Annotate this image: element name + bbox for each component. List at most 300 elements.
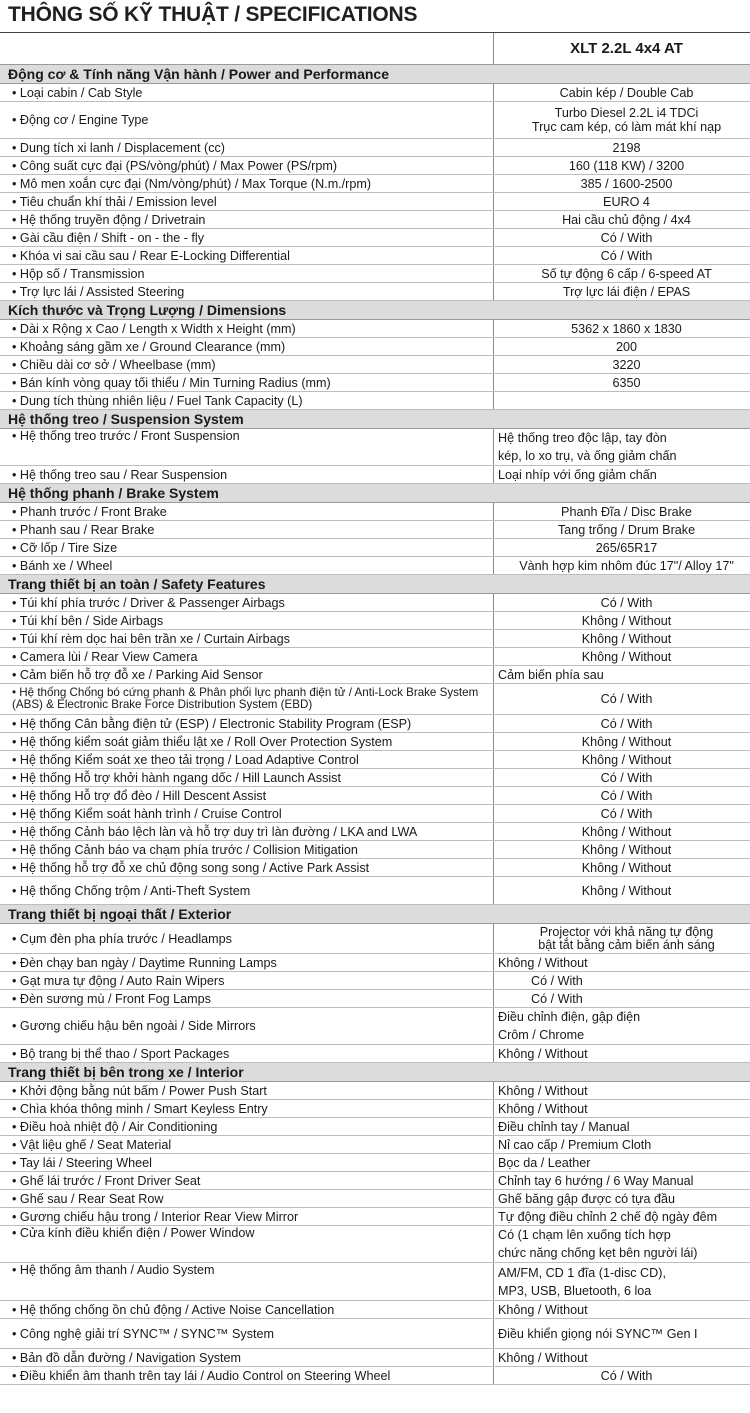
- section-title: Động cơ & Tính năng Vận hành / Power and Performance: [0, 65, 750, 84]
- spec-value: [494, 666, 750, 684]
- section-title: Trang thiết bị an toàn / Safety Features: [0, 575, 750, 594]
- spec-label: [0, 503, 494, 521]
- spec-label-text: • Camera lùi / Rear View Camera: [12, 650, 197, 664]
- spec-label-text: • Hệ thống Chống trộm / Anti-Theft System: [12, 884, 250, 898]
- spec-label-text: • Hệ thống Chống bó cứng phanh & Phân phối lực phanh điện tử / Anti-Lock Brake System (ABS) & Electronic Brake Force Distribution System (EBD): [12, 686, 478, 711]
- spec-row: [0, 429, 750, 466]
- spec-value-line: Cảm biến phía sau: [498, 667, 604, 682]
- spec-label: [0, 666, 494, 684]
- spec-value-line: 6350: [612, 375, 641, 390]
- section-header: [0, 301, 750, 320]
- spec-label: [0, 1367, 494, 1385]
- specifications-table: [0, 32, 750, 1385]
- spec-label-text: • Gạt mưa tự động / Auto Rain Wipers: [12, 974, 224, 988]
- spec-label: [0, 859, 494, 877]
- spec-value-line: Có / With: [600, 806, 653, 821]
- spec-value: [494, 1301, 750, 1319]
- spec-label: [0, 338, 494, 356]
- spec-label-text: • Chiều dài cơ sở / Wheelbase (mm): [12, 358, 216, 372]
- spec-value-line: 265/65R17: [595, 540, 658, 555]
- spec-value-line: MP3, USB, Bluetooth, 6 loa: [498, 1283, 652, 1298]
- spec-value: [494, 715, 750, 733]
- spec-label: [0, 1136, 494, 1154]
- section-header: [0, 410, 750, 429]
- spec-row: [0, 320, 750, 338]
- spec-row: [0, 1082, 750, 1100]
- header-empty-cell: [0, 33, 494, 65]
- spec-value-line: bật tắt bằng cảm biến ánh sáng: [538, 937, 715, 952]
- spec-label-text: • Hệ thống Hỗ trợ đổ đèo / Hill Descent Assist: [12, 789, 266, 803]
- spec-label: [0, 1301, 494, 1319]
- spec-label-text: • Tiêu chuẩn khí thải / Emission level: [12, 195, 217, 209]
- spec-value-line: Có / With: [600, 1368, 653, 1383]
- spec-value-line: Không / Without: [581, 613, 672, 628]
- spec-label-text: • Phanh trước / Front Brake: [12, 505, 167, 519]
- spec-value-line: Có (1 chạm lên xuống tích hợp: [498, 1228, 671, 1242]
- spec-value: [494, 924, 750, 954]
- spec-row: [0, 521, 750, 539]
- spec-row: [0, 924, 750, 954]
- spec-label: [0, 612, 494, 630]
- spec-label-text: • Gương chiếu hậu bên ngoài / Side Mirrors: [12, 1019, 256, 1033]
- spec-row: [0, 751, 750, 769]
- spec-label: [0, 84, 494, 102]
- spec-label-text: • Cỡ lốp / Tire Size: [12, 541, 117, 555]
- spec-label: [0, 1008, 494, 1045]
- spec-label-text: • Hệ thống kiểm soát giảm thiểu lật xe / Roll Over Protection System: [12, 735, 392, 749]
- spec-label-text: • Bản đồ dẫn đường / Navigation System: [12, 1351, 241, 1365]
- spec-row: [0, 1319, 750, 1349]
- spec-label: [0, 769, 494, 787]
- spec-value: [494, 612, 750, 630]
- spec-row: [0, 338, 750, 356]
- table-header-row: [0, 33, 750, 65]
- spec-label-text: • Bộ trang bị thể thao / Sport Packages: [12, 1047, 229, 1061]
- spec-row: [0, 139, 750, 157]
- spec-label-text: • Bánh xe / Wheel: [12, 559, 112, 573]
- spec-row: [0, 1226, 750, 1263]
- spec-label-text: • Khởi động bằng nút bấm / Power Push Start: [12, 1084, 267, 1098]
- spec-label: [0, 157, 494, 175]
- spec-label-text: • Công suất cực đại (PS/vòng/phút) / Max Power (PS/rpm): [12, 159, 337, 173]
- spec-value: [494, 859, 750, 877]
- spec-label: [0, 1208, 494, 1226]
- spec-value-line: Nỉ cao cấp / Premium Cloth: [498, 1137, 652, 1152]
- spec-value: [494, 429, 750, 466]
- spec-value: [494, 1367, 750, 1385]
- spec-label-text: • Khoảng sáng gầm xe / Ground Clearance (mm): [12, 340, 285, 354]
- spec-label-text: • Túi khí phía trước / Driver & Passenger Airbags: [12, 596, 285, 610]
- spec-value-line: AM/FM, CD 1 đĩa (1-disc CD),: [498, 1265, 666, 1280]
- spec-label-text: • Hệ thống treo sau / Rear Suspension: [12, 468, 227, 482]
- spec-value-line: Không / Without: [498, 1083, 588, 1098]
- spec-label: [0, 193, 494, 211]
- spec-value: [494, 1008, 750, 1045]
- spec-value-line: Điều chỉnh điện, gập điện: [498, 1010, 641, 1024]
- spec-row: [0, 356, 750, 374]
- spec-value-line: Phanh Đĩa / Disc Brake: [561, 504, 692, 519]
- spec-row: [0, 157, 750, 175]
- spec-label-text: • Cảm biến hỗ trợ đỗ xe / Parking Aid Sensor: [12, 668, 263, 682]
- spec-row: [0, 102, 750, 139]
- spec-value: [494, 751, 750, 769]
- spec-value-line: Không / Without: [581, 824, 672, 839]
- spec-row: [0, 612, 750, 630]
- spec-value-line: 2198: [612, 140, 641, 155]
- spec-value: [494, 265, 750, 283]
- spec-row: [0, 392, 750, 410]
- spec-value: [494, 229, 750, 247]
- spec-row: [0, 954, 750, 972]
- spec-value: [494, 1208, 750, 1226]
- spec-value: [494, 877, 750, 905]
- spec-value-line: Có / With: [600, 716, 653, 731]
- spec-row: [0, 1008, 750, 1045]
- spec-row: [0, 769, 750, 787]
- spec-row: [0, 557, 750, 575]
- spec-row: [0, 841, 750, 859]
- spec-value: [494, 841, 750, 859]
- spec-label: [0, 175, 494, 193]
- spec-row: [0, 805, 750, 823]
- spec-label-text: • Điều khiển âm thanh trên tay lái / Audio Control on Steering Wheel: [12, 1369, 390, 1383]
- spec-label: [0, 521, 494, 539]
- spec-value-line: Có / With: [531, 973, 583, 988]
- spec-value: [494, 805, 750, 823]
- spec-value: [494, 1226, 750, 1263]
- spec-value-line: Hai cầu chủ động / 4x4: [562, 212, 691, 227]
- spec-label-text: • Hộp số / Transmission: [12, 267, 145, 281]
- spec-label-text: • Chìa khóa thông minh / Smart Keyless Entry: [12, 1102, 268, 1116]
- spec-label: [0, 924, 494, 954]
- spec-value-line: Crôm / Chrome: [498, 1028, 585, 1042]
- spec-value-line: Loại nhíp với ống giảm chấn: [498, 467, 657, 482]
- spec-label: [0, 787, 494, 805]
- spec-value-line: Projector với khả năng tự động: [539, 924, 714, 939]
- spec-row: [0, 374, 750, 392]
- spec-label-text: • Hệ thống truyền động / Drivetrain: [12, 213, 205, 227]
- spec-value: [494, 787, 750, 805]
- spec-row: [0, 175, 750, 193]
- spec-label: [0, 139, 494, 157]
- spec-label-text: • Gương chiếu hậu trong / Interior Rear View Mirror: [12, 1210, 298, 1224]
- spec-label: [0, 1082, 494, 1100]
- spec-row: [0, 265, 750, 283]
- spec-value-line: Bọc da / Leather: [498, 1155, 591, 1170]
- spec-value-line: Không / Without: [581, 842, 672, 857]
- spec-row: [0, 859, 750, 877]
- spec-value: [494, 972, 750, 990]
- spec-value: [494, 503, 750, 521]
- spec-row: [0, 1136, 750, 1154]
- spec-value-line: Hệ thống treo độc lập, tay đòn: [498, 431, 667, 445]
- spec-value-line: 160 (118 KW) / 3200: [568, 158, 685, 173]
- spec-row: [0, 1154, 750, 1172]
- spec-label-text: • Mô men xoắn cực đại (Nm/vòng/phút) / Max Torque (N.m./rpm): [12, 177, 371, 191]
- spec-value-line: Chỉnh tay 6 hướng / 6 Way Manual: [498, 1173, 694, 1188]
- spec-row: [0, 229, 750, 247]
- spec-row: [0, 990, 750, 1008]
- spec-row: [0, 972, 750, 990]
- spec-label-text: • Hệ thống âm thanh / Audio System: [12, 1263, 215, 1277]
- spec-value: [494, 374, 750, 392]
- spec-label-text: • Đèn chạy ban ngày / Daytime Running Lamps: [12, 956, 277, 970]
- spec-label: [0, 1100, 494, 1118]
- spec-label: [0, 265, 494, 283]
- spec-value: [494, 338, 750, 356]
- spec-label: [0, 429, 494, 466]
- spec-row: [0, 1100, 750, 1118]
- spec-row: [0, 877, 750, 905]
- spec-label: [0, 751, 494, 769]
- spec-value-line: Có / With: [600, 770, 653, 785]
- spec-row: [0, 684, 750, 715]
- spec-row: [0, 1263, 750, 1301]
- spec-row: [0, 539, 750, 557]
- spec-row: [0, 594, 750, 612]
- spec-label-text: • Phanh sau / Rear Brake: [12, 523, 154, 537]
- spec-value: [494, 1082, 750, 1100]
- spec-row: [0, 193, 750, 211]
- spec-value: [494, 1190, 750, 1208]
- spec-label: [0, 630, 494, 648]
- spec-label-text: • Ghế sau / Rear Seat Row: [12, 1192, 163, 1206]
- model-header: XLT 2.2L 4x4 AT: [494, 33, 750, 65]
- spec-row: [0, 1367, 750, 1385]
- spec-value: [494, 102, 750, 139]
- spec-value: [494, 392, 750, 410]
- spec-row: [0, 1118, 750, 1136]
- spec-value: [494, 175, 750, 193]
- spec-label: [0, 841, 494, 859]
- spec-value-line: 5362 x 1860 x 1830: [571, 321, 682, 336]
- spec-value: [494, 769, 750, 787]
- spec-value: [494, 1118, 750, 1136]
- spec-value: [494, 990, 750, 1008]
- spec-row: [0, 211, 750, 229]
- spec-label: [0, 374, 494, 392]
- spec-value: [494, 139, 750, 157]
- spec-value-line: Không / Without: [498, 1101, 588, 1116]
- spec-label: [0, 877, 494, 905]
- spec-value-line: Không / Without: [498, 1046, 588, 1061]
- spec-row: [0, 787, 750, 805]
- spec-label: [0, 648, 494, 666]
- spec-label-text: • Đèn sương mù / Front Fog Lamps: [12, 992, 211, 1006]
- spec-label-text: • Loại cabin / Cab Style: [12, 86, 142, 100]
- spec-value: [494, 630, 750, 648]
- spec-label: [0, 684, 494, 715]
- spec-label-text: • Hệ thống treo trước / Front Suspension: [12, 429, 240, 443]
- section-title: Kích thước và Trọng Lượng / Dimensions: [0, 301, 750, 320]
- spec-value: [494, 466, 750, 484]
- spec-value: [494, 157, 750, 175]
- spec-label-text: • Túi khí bên / Side Airbags: [12, 614, 163, 628]
- spec-value-line: Số tự động 6 cấp / 6-speed AT: [541, 266, 712, 281]
- spec-label-text: • Cửa kính điều khiển điện / Power Window: [12, 1226, 254, 1240]
- spec-value: [494, 1154, 750, 1172]
- spec-value: [494, 247, 750, 265]
- section-title: Trang thiết bị ngoại thất / Exterior: [0, 905, 750, 924]
- spec-row: [0, 1208, 750, 1226]
- spec-label-text: • Túi khí rèm dọc hai bên trần xe / Curtain Airbags: [12, 632, 290, 646]
- spec-label-text: • Hệ thống hỗ trợ đỗ xe chủ động song song / Active Park Assist: [12, 861, 369, 875]
- spec-label-text: • Động cơ / Engine Type: [12, 113, 148, 127]
- spec-label: [0, 823, 494, 841]
- spec-row: [0, 823, 750, 841]
- spec-value-line: 3220: [612, 357, 641, 372]
- spec-value-line: Không / Without: [581, 649, 672, 664]
- spec-value-line: Có / With: [600, 248, 653, 263]
- spec-value: [494, 521, 750, 539]
- spec-label: [0, 805, 494, 823]
- spec-value-line: Có / With: [600, 595, 653, 610]
- spec-row: [0, 283, 750, 301]
- spec-value: [494, 733, 750, 751]
- spec-label: [0, 594, 494, 612]
- spec-label: [0, 283, 494, 301]
- spec-label: [0, 733, 494, 751]
- spec-label: [0, 1045, 494, 1063]
- spec-value-line: Không / Without: [581, 631, 672, 646]
- spec-label: [0, 972, 494, 990]
- page-title: THÔNG SỐ KỸ THUẬT / SPECIFICATIONS: [8, 3, 418, 26]
- spec-label-text: • Cụm đèn pha phía trước / Headlamps: [12, 932, 232, 946]
- spec-value-line: Tự động điều chỉnh 2 chế độ ngày đêm: [498, 1209, 718, 1224]
- spec-label: [0, 990, 494, 1008]
- spec-value: [494, 84, 750, 102]
- spec-label: [0, 320, 494, 338]
- spec-label: [0, 1263, 494, 1301]
- spec-label-text: • Hệ thống Cảnh báo lệch làn và hỗ trợ duy trì làn đường / LKA and LWA: [12, 825, 417, 839]
- spec-row: [0, 503, 750, 521]
- spec-value: [494, 594, 750, 612]
- spec-label-text: • Hệ thống chống ồn chủ động / Active Noise Cancellation: [12, 1303, 334, 1317]
- spec-value-line: Không / Without: [498, 955, 588, 970]
- spec-label-text: • Vật liệu ghế / Seat Material: [12, 1138, 171, 1152]
- spec-value-line: Tang trống / Drum Brake: [557, 522, 696, 537]
- spec-value: [494, 1319, 750, 1349]
- spec-value-line: 200: [615, 339, 637, 354]
- spec-label-text: • Khóa vi sai cầu sau / Rear E-Locking Differential: [12, 249, 290, 263]
- spec-value-line: Vành hợp kim nhôm đúc 17"/ Alloy 17": [519, 558, 734, 573]
- spec-label: [0, 229, 494, 247]
- spec-row: [0, 630, 750, 648]
- spec-value-line: Trợ lực lái điện / EPAS: [562, 284, 691, 299]
- spec-label-text: • Hệ thống Cân bằng điện tử (ESP) / Electronic Stability Program (ESP): [12, 717, 411, 731]
- spec-label: [0, 539, 494, 557]
- spec-value-line: Ghế băng gập được có tựa đầu: [498, 1191, 676, 1206]
- section-header: [0, 484, 750, 503]
- spec-value: [494, 648, 750, 666]
- spec-label-text: • Hệ thống Kiểm soát hành trình / Cruise Control: [12, 807, 282, 821]
- spec-value: [494, 1172, 750, 1190]
- spec-value-line: EURO 4: [603, 194, 650, 209]
- spec-label: [0, 247, 494, 265]
- spec-row: [0, 1172, 750, 1190]
- spec-value: [494, 193, 750, 211]
- spec-value: [494, 684, 750, 715]
- spec-label-text: • Hệ thống Kiểm soát xe theo tải trọng / Load Adaptive Control: [12, 753, 359, 767]
- spec-label-text: • Dung tích thùng nhiên liệu / Fuel Tank Capacity (L): [12, 394, 303, 408]
- spec-label: [0, 1172, 494, 1190]
- spec-label-text: • Ghế lái trước / Front Driver Seat: [12, 1174, 200, 1188]
- spec-value-line: kép, lo xo trụ, và ống giảm chấn: [498, 449, 677, 463]
- spec-label-text: • Dài x Rộng x Cao / Length x Width x Height (mm): [12, 322, 296, 336]
- spec-value-line: Điều khiển giọng nói SYNC™ Gen I: [498, 1326, 698, 1341]
- spec-value-line: Điều chỉnh tay / Manual: [498, 1119, 630, 1134]
- spec-label: [0, 102, 494, 139]
- spec-label: [0, 1349, 494, 1367]
- spec-value-line: Không / Without: [581, 734, 672, 749]
- section-header: [0, 575, 750, 594]
- spec-label-text: • Công nghệ giải trí SYNC™ / SYNC™ System: [12, 1327, 274, 1341]
- spec-label-text: • Gài cầu điện / Shift - on - the - fly: [12, 231, 204, 245]
- spec-value: [494, 283, 750, 301]
- section-title: Hệ thống phanh / Brake System: [0, 484, 750, 503]
- spec-row: [0, 466, 750, 484]
- spec-label: [0, 392, 494, 410]
- spec-value-line: Không / Without: [498, 1302, 588, 1317]
- spec-value: [494, 1349, 750, 1367]
- spec-value-line: Có / With: [600, 230, 653, 245]
- spec-value: [494, 954, 750, 972]
- spec-row: [0, 84, 750, 102]
- spec-row: [0, 666, 750, 684]
- spec-label: [0, 1226, 494, 1263]
- spec-value-line: Có / With: [531, 991, 583, 1006]
- spec-row: [0, 648, 750, 666]
- spec-label: [0, 557, 494, 575]
- spec-row: [0, 715, 750, 733]
- section-title: Hệ thống treo / Suspension System: [0, 410, 750, 429]
- spec-value: [494, 539, 750, 557]
- spec-row: [0, 1190, 750, 1208]
- spec-label-text: • Điều hoà nhiệt độ / Air Conditioning: [12, 1120, 217, 1134]
- spec-value-line: Trục cam kép, có làm mát khí nạp: [531, 120, 722, 134]
- spec-label: [0, 211, 494, 229]
- section-header: [0, 65, 750, 84]
- spec-label: [0, 1190, 494, 1208]
- spec-label: [0, 356, 494, 374]
- spec-value-line: Không / Without: [581, 752, 672, 767]
- spec-value: [494, 1045, 750, 1063]
- spec-value: [494, 1100, 750, 1118]
- spec-value-line: Có / With: [600, 788, 653, 803]
- spec-row: [0, 1349, 750, 1367]
- spec-label-text: • Dung tích xi lanh / Displacement (cc): [12, 141, 225, 155]
- spec-label-text: • Hệ thống Cảnh báo va chạm phía trước / Collision Mitigation: [12, 843, 358, 857]
- section-header: [0, 905, 750, 924]
- spec-label-text: • Bán kính vòng quay tối thiểu / Min Turning Radius (mm): [12, 376, 331, 390]
- spec-row: [0, 733, 750, 751]
- spec-label-text: • Hệ thống Hỗ trợ khởi hành ngang dốc / Hill Launch Assist: [12, 771, 341, 785]
- spec-value: [494, 356, 750, 374]
- spec-value-line: Có / With: [600, 692, 653, 706]
- spec-value: [494, 557, 750, 575]
- spec-value-line: Cabin kép / Double Cab: [559, 85, 694, 100]
- spec-label: [0, 466, 494, 484]
- spec-label: [0, 954, 494, 972]
- section-header: [0, 1063, 750, 1082]
- section-title: Trang thiết bị bên trong xe / Interior: [0, 1063, 750, 1082]
- spec-value: [494, 211, 750, 229]
- spec-row: [0, 1045, 750, 1063]
- spec-value: [494, 320, 750, 338]
- spec-label: [0, 1154, 494, 1172]
- spec-value-line: Không / Without: [581, 883, 672, 898]
- spec-row: [0, 1301, 750, 1319]
